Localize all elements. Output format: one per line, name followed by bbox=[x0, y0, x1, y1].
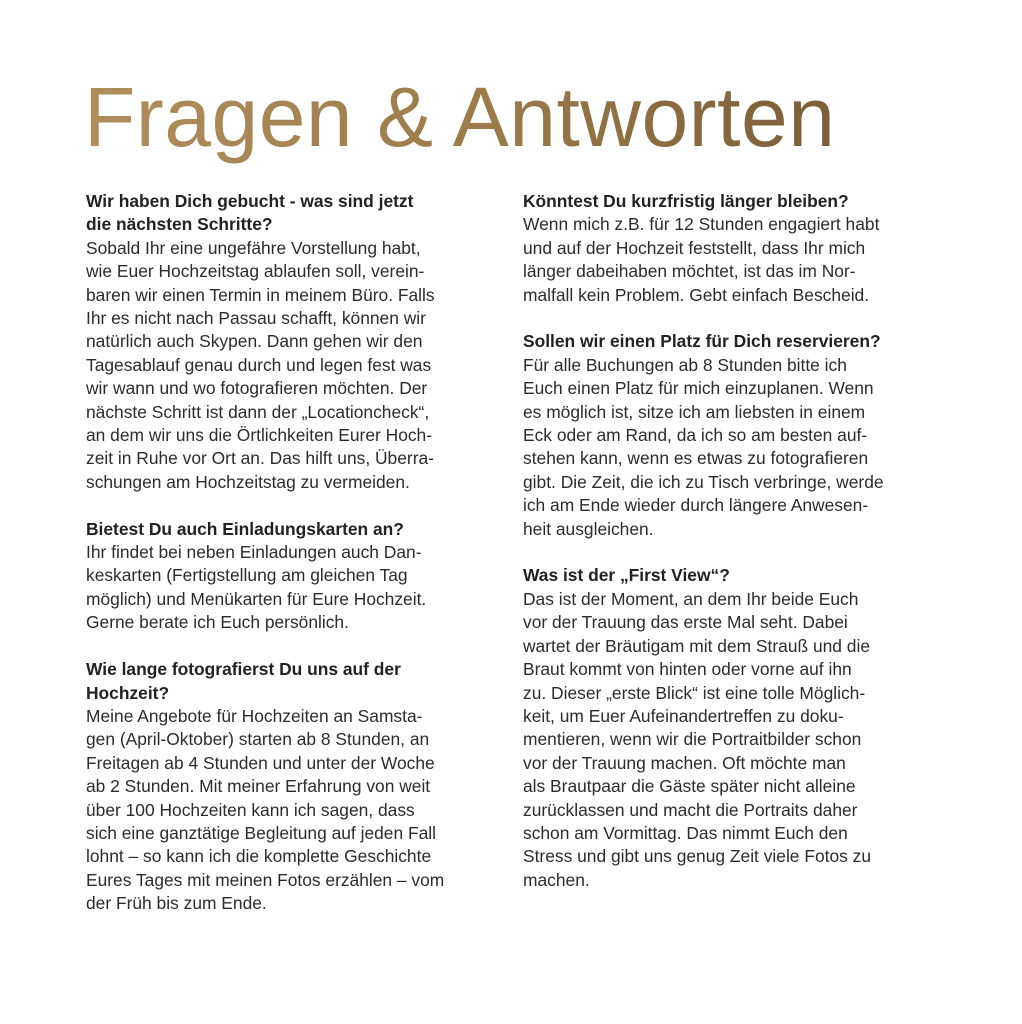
answer-line: als Brautpaar die Gäste später nicht alleine bbox=[523, 776, 856, 797]
faq-answer bbox=[523, 213, 941, 307]
answer-line: vor der Trauung machen. Oft möchte man bbox=[523, 752, 846, 773]
answer-line: Gerne berate ich Euch persönlich. bbox=[86, 612, 349, 633]
answer-line: schon am Vormittag. Das nimmt Euch den bbox=[523, 822, 848, 843]
answer-line: ich am Ende wieder durch längere Anwesen- bbox=[523, 495, 869, 516]
answer-line: heit ausgleichen. bbox=[523, 518, 654, 539]
faq-column-right bbox=[523, 190, 941, 916]
answer-line: zeit in Ruhe vor Ort an. Das hilft uns, Überra- bbox=[86, 448, 434, 469]
faq-question bbox=[86, 190, 504, 237]
answer-line: gibt. Die Zeit, die ich zu Tisch verbringe, werde bbox=[523, 471, 884, 492]
question-line: Wir haben Dich gebucht - was sind jetzt bbox=[86, 191, 414, 211]
answer-line: schungen am Hochzeitstag zu vermeiden. bbox=[86, 471, 410, 492]
answer-line: mentieren, wenn wir die Portraitbilder schon bbox=[523, 729, 862, 750]
answer-line: länger dabeihaben möchtet, ist das im Nor- bbox=[523, 261, 856, 282]
answer-line: Eures Tages mit meinen Fotos erzählen – vom bbox=[86, 869, 445, 890]
faq-question bbox=[523, 190, 941, 213]
faq-column-left bbox=[86, 190, 504, 939]
answer-line: Ihr es nicht nach Passau schafft, können wir bbox=[86, 308, 426, 329]
answer-line: Freitagen ab 4 Stunden und unter der Woche bbox=[86, 752, 435, 773]
faq-item-duration bbox=[86, 658, 504, 915]
answer-line: und auf der Hochzeit feststellt, dass Ihr mich bbox=[523, 237, 866, 258]
faq-item-reserve-seat bbox=[523, 330, 941, 541]
faq-question bbox=[86, 658, 504, 705]
answer-line: sich eine ganztätige Begleitung auf jeden Fall bbox=[86, 822, 436, 843]
answer-line: Ihr findet bei neben Einladungen auch Dan- bbox=[86, 542, 422, 563]
question-line: Wie lange fotografierst Du uns auf der bbox=[86, 659, 401, 680]
question-line: Könntest Du kurzfristig länger bleiben? bbox=[523, 191, 849, 211]
question-line: Hochzeit? bbox=[86, 682, 170, 703]
answer-line: es möglich ist, sitze ich am liebsten in einem bbox=[523, 401, 866, 422]
answer-line: malfall kein Problem. Gebt einfach Bescheid. bbox=[523, 284, 870, 305]
answer-line: Braut kommt von hinten oder vorne auf ihn bbox=[523, 659, 852, 680]
answer-line: gen (April-Oktober) starten ab 8 Stunden, an bbox=[86, 729, 430, 750]
page-title: Fragen & Antworten bbox=[84, 62, 835, 172]
answer-line: Meine Angebote für Hochzeiten an Samsta- bbox=[86, 705, 423, 726]
faq-question bbox=[86, 518, 504, 541]
faq-answer bbox=[523, 354, 941, 541]
answer-line: zurücklassen und macht die Portraits daher bbox=[523, 799, 858, 820]
answer-line: baren wir einen Termin in meinem Büro. Falls bbox=[86, 284, 435, 305]
answer-line: vor der Trauung das erste Mal seht. Dabei bbox=[523, 612, 848, 633]
answer-line: natürlich auch Skypen. Dann gehen wir den bbox=[86, 331, 423, 352]
answer-line: über 100 Hochzeiten kann ich sagen, dass bbox=[86, 799, 415, 820]
answer-line: Eck oder am Rand, da ich so am besten auf- bbox=[523, 425, 868, 446]
answer-line: Das ist der Moment, an dem Ihr beide Euch bbox=[523, 588, 859, 609]
answer-line: der Früh bis zum Ende. bbox=[86, 893, 267, 914]
answer-line: Stress und gibt uns genug Zeit viele Fotos zu bbox=[523, 846, 872, 867]
faq-item-stay-longer bbox=[523, 190, 941, 307]
answer-line: ab 2 Stunden. Mit meiner Erfahrung von weit bbox=[86, 776, 431, 797]
faq-answer bbox=[86, 705, 504, 916]
answer-line: lohnt – so kann ich die komplette Geschichte bbox=[86, 846, 432, 867]
answer-line: machen. bbox=[523, 869, 590, 890]
answer-line: wie Euer Hochzeitstag ablaufen soll, verein- bbox=[86, 261, 425, 282]
answer-line: Wenn mich z.B. für 12 Stunden engagiert habt bbox=[523, 214, 880, 235]
faq-question bbox=[523, 330, 941, 353]
answer-line: wartet der Bräutigam mit dem Strauß und die bbox=[523, 635, 870, 656]
faq-item-next-steps bbox=[86, 190, 504, 494]
answer-line: wir wann und wo fotografieren möchten. Der bbox=[86, 378, 428, 399]
faq-item-invitation-cards bbox=[86, 518, 504, 635]
answer-line: keskarten (Fertigstellung am gleichen Tag bbox=[86, 565, 408, 586]
question-line: Bietest Du auch Einladungskarten an? bbox=[86, 518, 404, 539]
question-line: die nächsten Schritte? bbox=[86, 214, 273, 235]
question-line: Was ist der „First View“? bbox=[523, 565, 730, 586]
faq-item-first-view bbox=[523, 564, 941, 892]
answer-line: stehen kann, wenn es etwas zu fotografieren bbox=[523, 448, 869, 469]
faq-answer bbox=[86, 237, 504, 494]
answer-line: zu. Dieser „erste Blick“ ist eine tolle Möglich- bbox=[523, 682, 866, 703]
answer-line: Euch einen Platz für mich einzuplanen. Wenn bbox=[523, 378, 874, 399]
faq-question bbox=[523, 564, 941, 587]
answer-line: Sobald Ihr eine ungefähre Vorstellung habt, bbox=[86, 237, 421, 258]
faq-answer bbox=[523, 588, 941, 892]
answer-line: nächste Schritt ist dann der „Locationcheck“, bbox=[86, 401, 430, 422]
answer-line: keit, um Euer Aufeinandertreffen zu doku- bbox=[523, 705, 844, 726]
answer-line: Für alle Buchungen ab 8 Stunden bitte ich bbox=[523, 354, 847, 375]
faq-answer bbox=[86, 541, 504, 635]
answer-line: Tagesablauf genau durch und legen fest was bbox=[86, 354, 432, 375]
question-line: Sollen wir einen Platz für Dich reservieren? bbox=[523, 331, 881, 352]
answer-line: an dem wir uns die Örtlichkeiten Eurer Hoch- bbox=[86, 425, 433, 446]
answer-line: möglich) und Menükarten für Eure Hochzeit. bbox=[86, 588, 427, 609]
